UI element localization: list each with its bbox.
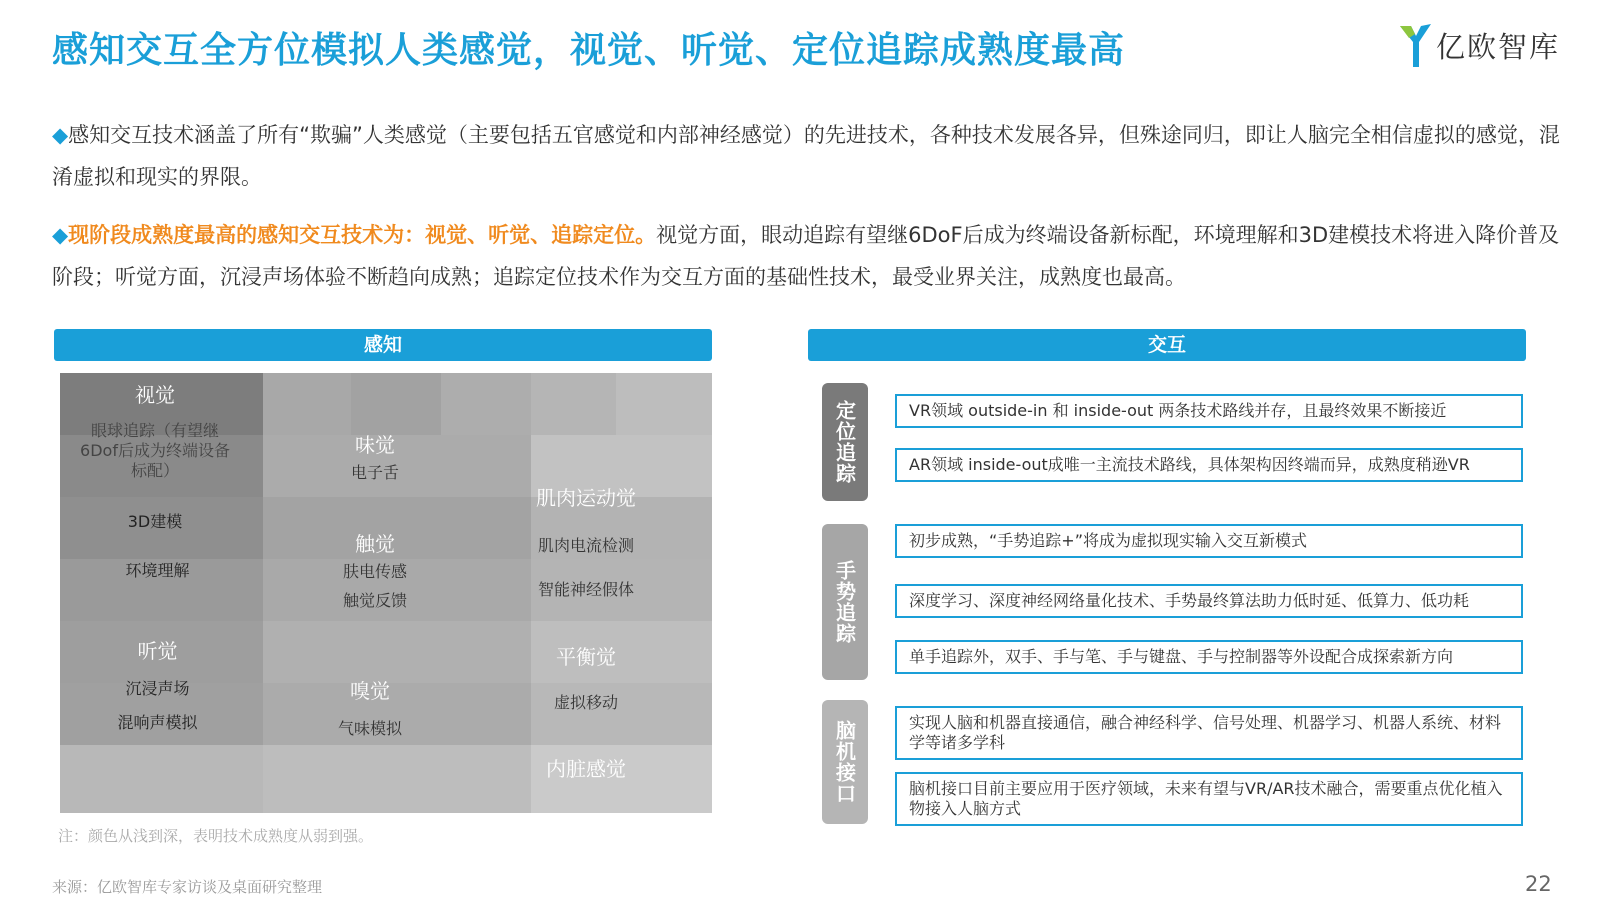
grid-cell — [263, 373, 351, 435]
balance-item: 虚拟移动 — [553, 693, 618, 712]
interaction-item: 深度学习、深度神经网络量化技术、手势最终算法助力低时延、低算力、低功耗 — [895, 584, 1523, 618]
grid-cell — [616, 373, 712, 435]
grid-cell — [531, 373, 616, 435]
page-title: 感知交互全方位模拟人类感觉，视觉、听觉、定位追踪成熟度最高 — [52, 30, 1126, 71]
perception-header: 感知 — [54, 329, 712, 361]
side-label-bci — [822, 700, 868, 824]
intro-text-1: 感知交互技术涵盖了所有“欺骗”人类感觉（主要包括五官感觉和内部神经感觉）的先进技术，各种技术发展各异，但殊途同归，即让人脑完全相信虚拟的感觉，混淆虚拟和现实的界限。 — [52, 123, 1560, 189]
perception-grid — [60, 373, 712, 813]
side-label-text: 脑机接口 — [832, 720, 857, 804]
source-note: 来源：亿欧智库专家访谈及桌面研究整理 — [52, 878, 323, 896]
muscle-title: 肌肉运动觉 — [536, 486, 636, 510]
muscle-item: 智能神经假体 — [537, 580, 634, 599]
grid-cell — [441, 373, 531, 435]
interaction-item: 脑机接口目前主要应用于医疗领域，未来有望与VR/AR技术融合，需要重点优化植入物接入人脑方式 — [895, 772, 1523, 826]
vision-title: 视觉 — [135, 383, 175, 407]
smell-title: 嗅觉 — [350, 679, 390, 703]
interaction-item: VR领域 outside-in 和 inside-out 两条技术路线并存，且最终效果不断接近 — [895, 394, 1523, 428]
side-label-positioning — [822, 383, 868, 501]
grid-cell — [263, 745, 531, 813]
highlight-text: 现阶段成熟度最高的感知交互技术为：视觉、听觉、追踪定位。 — [68, 223, 657, 247]
touch-title: 触觉 — [355, 532, 395, 556]
vision-item: 环境理解 — [125, 561, 190, 580]
interaction-item: 初步成熟，“手势追踪+”将成为虚拟现实输入交互新模式 — [895, 524, 1523, 558]
vision-item: 6Dof后成为终端设备 — [80, 441, 230, 460]
vision-item: 标配） — [130, 461, 179, 480]
interaction-header: 交互 — [808, 329, 1526, 361]
grid-cell — [351, 373, 441, 435]
logo-text: 亿欧智库 — [1436, 29, 1561, 64]
muscle-item: 肌肉电流检测 — [537, 536, 634, 555]
smell-item: 气味模拟 — [337, 719, 402, 738]
bullet-icon: ◆ — [52, 123, 69, 147]
grid-note: 注：颜色从浅到深，表明技术成熟度从弱到强。 — [58, 827, 374, 845]
visceral-title: 内脏感觉 — [546, 757, 626, 781]
intro-text-2: 视觉方面，眼动追踪有望继6DoF后成为终端设备新标配，环境理解和3D建模技术将进入降价普及阶段；听觉方面，沉浸声场体验不断趋向成熟；追踪定位技术作为交互方面的基础性技术，最受业界关注，成熟度也最高。 — [52, 223, 1560, 289]
side-label-text: 手势追踪 — [832, 560, 857, 644]
vision-item: 眼球追踪（有望继 — [90, 421, 219, 440]
interaction-item: 单手追踪外，双手、手与笔、手与键盘、手与控制器等外设配合成探索新方向 — [895, 640, 1523, 674]
intro-paragraph-2 — [52, 214, 1562, 298]
hearing-title: 听觉 — [137, 639, 178, 663]
taste-title: 味觉 — [355, 433, 395, 457]
hearing-item: 沉浸声场 — [125, 679, 190, 698]
taste-item: 电子舌 — [350, 463, 399, 482]
hearing-item: 混响声模拟 — [117, 713, 198, 732]
touch-item: 肤电传感 — [342, 562, 407, 581]
yiou-logo-icon — [1398, 22, 1432, 68]
balance-title: 平衡觉 — [556, 645, 616, 669]
interaction-item: 实现人脑和机器直接通信，融合神经科学、信号处理、机器学习、机器人系统、材料学等诸多学科 — [895, 706, 1523, 760]
touch-item: 触觉反馈 — [342, 591, 407, 610]
interaction-item: AR领域 inside-out成唯一主流技术路线，具体架构因终端而异，成熟度稍逊VR — [895, 448, 1523, 482]
grid-cell — [60, 745, 263, 813]
intro-paragraph-1 — [52, 114, 1562, 198]
vision-item: 3D建模 — [127, 512, 183, 531]
logo — [1398, 22, 1560, 68]
side-label-text: 定位追踪 — [832, 400, 857, 484]
page-number: 22 — [1525, 872, 1552, 896]
bullet-icon: ◆ — [52, 223, 69, 247]
side-label-gesture — [822, 524, 868, 680]
grid-cell — [263, 621, 531, 683]
